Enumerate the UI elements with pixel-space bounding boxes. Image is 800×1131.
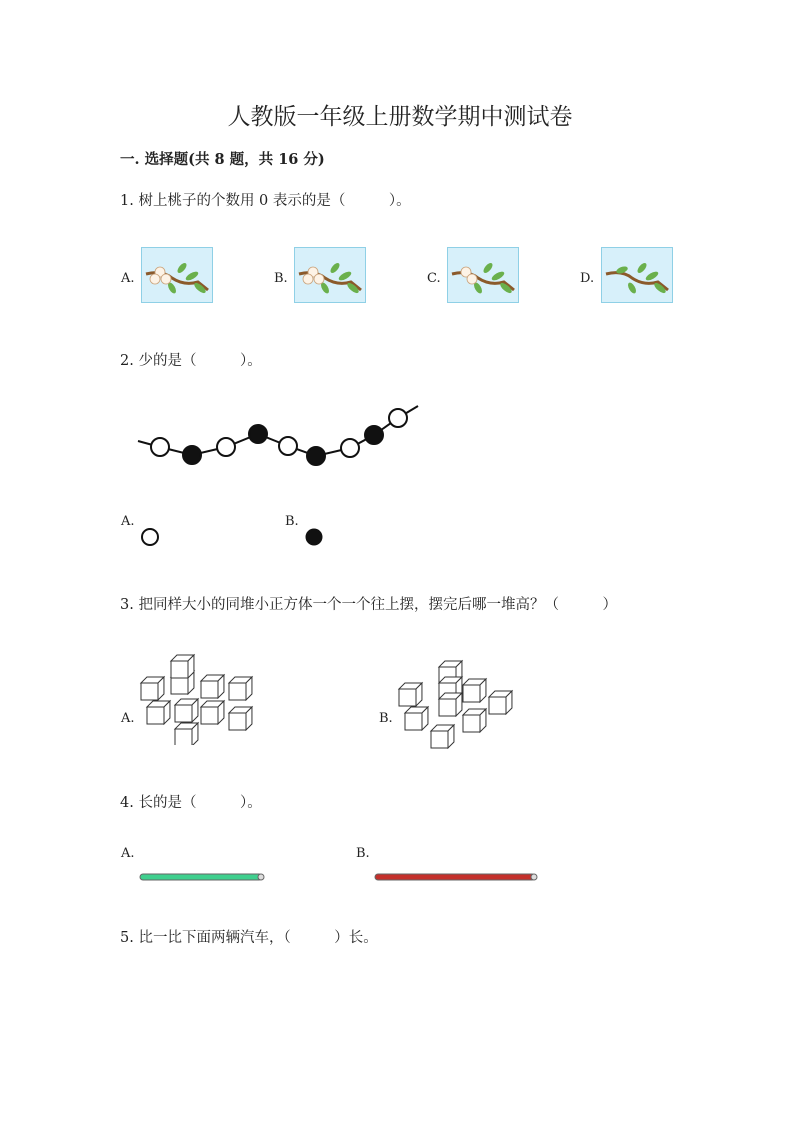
q1-option-d-label: D. bbox=[580, 271, 595, 286]
cube bbox=[439, 693, 462, 716]
page-title: 人教版一年级上册数学期中测试卷 bbox=[227, 104, 573, 130]
red-bar-b bbox=[374, 872, 544, 884]
cube bbox=[463, 709, 486, 732]
cube bbox=[399, 683, 422, 706]
q1-option-a-branch-image bbox=[141, 247, 213, 303]
black-bead bbox=[249, 425, 267, 443]
q1-option-b-branch-image bbox=[294, 247, 366, 303]
q4-option-a-label: A. bbox=[121, 846, 135, 861]
q1-option-c-label: C. bbox=[427, 271, 441, 286]
cube bbox=[431, 725, 454, 748]
q2-option-a-label: A. bbox=[121, 514, 135, 529]
cube bbox=[201, 701, 224, 724]
black-bead bbox=[183, 446, 201, 464]
q2-option-b-label: B. bbox=[285, 514, 299, 529]
black-circle-icon bbox=[304, 527, 326, 549]
question-5-text: 5. 比一比下面两辆汽车，（ ）长。 bbox=[120, 930, 378, 946]
black-bead bbox=[307, 447, 325, 465]
question-2-text: 2. 少的是（ ）。 bbox=[120, 353, 262, 369]
bead-string-figure bbox=[130, 398, 430, 478]
cube bbox=[175, 699, 198, 722]
cube-pile-a-figure bbox=[135, 645, 265, 745]
cube bbox=[405, 707, 428, 730]
section-heading: 一. 选择题(共 8 题，共 16 分) bbox=[120, 151, 325, 168]
white-bead bbox=[151, 438, 169, 456]
q1-option-d-branch-image bbox=[601, 247, 673, 303]
cube bbox=[147, 701, 170, 724]
cube bbox=[229, 707, 252, 730]
cube bbox=[171, 655, 194, 678]
question-3-text: 3. 把同样大小的同堆小正方体一个一个往上摆，摆完后哪一堆高？（ ） bbox=[120, 597, 617, 613]
question-4-text: 4. 长的是（ ）。 bbox=[120, 795, 262, 811]
white-bead bbox=[217, 438, 235, 456]
q3-option-a-label: A. bbox=[121, 711, 135, 726]
cube bbox=[489, 691, 512, 714]
black-bead bbox=[365, 426, 383, 444]
cube bbox=[463, 679, 486, 702]
cube bbox=[175, 723, 198, 745]
cube bbox=[229, 677, 252, 700]
white-bead bbox=[279, 437, 297, 455]
q1-option-a-label: A. bbox=[121, 271, 135, 286]
q4-option-b-label: B. bbox=[356, 846, 370, 861]
cube bbox=[201, 675, 224, 698]
white-circle-icon bbox=[140, 527, 162, 549]
white-bead bbox=[341, 439, 359, 457]
cube bbox=[141, 677, 164, 700]
question-1-text: 1. 树上桃子的个数用 0 表示的是（ ）。 bbox=[120, 193, 411, 209]
q1-option-b-label: B. bbox=[274, 271, 288, 286]
white-bead bbox=[389, 409, 407, 427]
cube-pile-b-figure bbox=[393, 655, 523, 750]
q3-option-b-label: B. bbox=[379, 711, 393, 726]
q1-option-c-branch-image bbox=[447, 247, 519, 303]
green-bar-a bbox=[139, 872, 269, 884]
